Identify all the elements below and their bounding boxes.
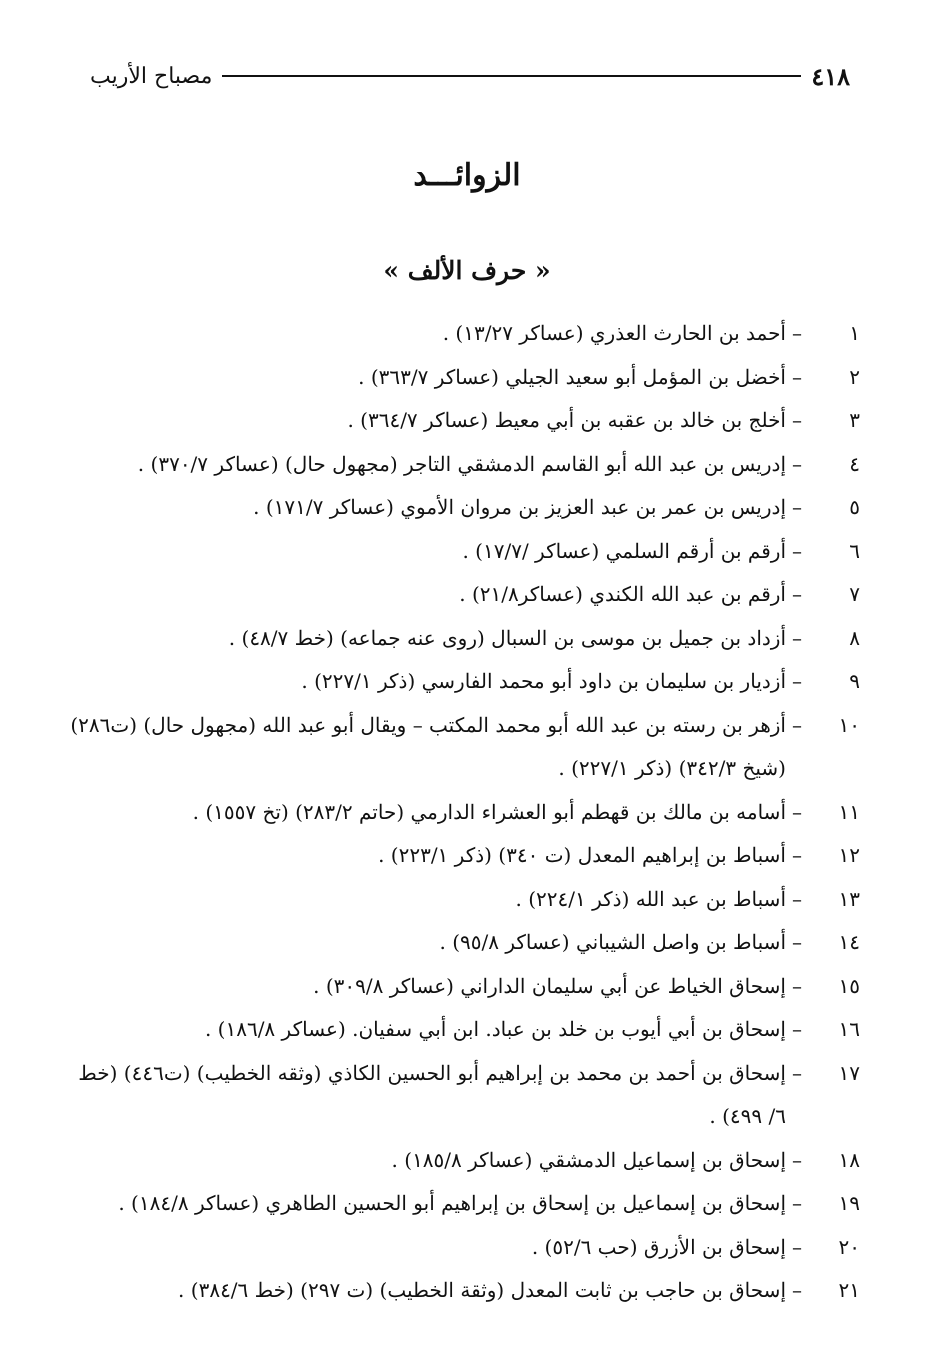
entry-number: ٧ xyxy=(849,582,860,606)
entry-text: أسباط بن إبراهيم المعدل (ت ٣٤٠) (ذكر ٢٢٣/١) . xyxy=(378,843,786,867)
entry-number: ٢١ xyxy=(838,1278,860,1302)
entry-number: ١٧ xyxy=(838,1060,860,1085)
entry-item xyxy=(60,312,860,356)
entry-item xyxy=(60,356,860,400)
entry-item xyxy=(60,834,860,878)
entry-dash: – xyxy=(792,712,802,737)
entry-number: ١٨ xyxy=(838,1147,860,1172)
page-number: ٤١٨ xyxy=(811,61,850,91)
entry-number: ١ xyxy=(849,321,860,345)
section-title: الزوائـــد xyxy=(413,158,521,193)
entry-item xyxy=(60,921,860,965)
entry-text: إسحاق الخياط عن أبي سليمان الداراني (عساكر ٣٠٩/٨) . xyxy=(313,973,786,998)
entry-dash: – xyxy=(792,930,802,954)
subsection-title: « حرف الألف » xyxy=(383,256,551,285)
entry-item xyxy=(60,1052,860,1139)
entry-dash: – xyxy=(792,1147,802,1172)
entry-text: إسحاق بن إسماعيل الدمشقي (عساكر ١٨٥/٨) . xyxy=(391,1147,786,1172)
header-rule xyxy=(222,75,801,77)
entry-number: ١١ xyxy=(838,799,860,824)
entry-number: ١٥ xyxy=(838,973,860,998)
entry-dash: – xyxy=(792,886,802,911)
entry-text: أزديار بن سليمان بن داود أبو محمد الفارسي (ذكر ٢٢٧/١) . xyxy=(301,669,786,693)
entry-dash: – xyxy=(792,1017,802,1041)
entry-item xyxy=(60,1008,860,1052)
entry-number: ١٤ xyxy=(838,930,860,954)
entry-dash: – xyxy=(792,843,802,867)
entry-dash: – xyxy=(792,669,802,693)
entry-item xyxy=(60,530,860,574)
entry-item xyxy=(60,878,860,922)
entry-dash: – xyxy=(792,1278,802,1302)
entry-dash: – xyxy=(792,1060,802,1085)
entry-dash: – xyxy=(792,495,802,519)
entry-text: إسحاق بن حاجب بن ثابت المعدل (وثقة الخطيب) (ت ٢٩٧) (خط ٣٨٤/٦) . xyxy=(178,1278,786,1302)
entry-dash: – xyxy=(792,364,802,389)
entry-number: ١٠ xyxy=(838,712,860,737)
entry-number: ٤ xyxy=(849,451,860,476)
entry-text: إسحاق بن الأزرق (حب ٥٢/٦) . xyxy=(531,1234,786,1259)
entry-text: إدريس بن عبد الله أبو القاسم الدمشقي التاجر (مجهول حال) (عساكر ٣٧٠/٧) . xyxy=(137,451,786,476)
entry-number: ١٢ xyxy=(838,843,860,867)
entry-item xyxy=(60,1139,860,1183)
entry-number: ٣ xyxy=(849,408,860,432)
entry-text: أزهر بن رسته بن عبد الله أبو محمد المكتب – ويقال أبو عبد الله (مجهول حال) (ت٢٨٦) (شيخ ٣٤٢/٣) (ذكر ٢٢٧/١) . xyxy=(70,712,786,780)
entry-item xyxy=(60,399,860,443)
entry-item xyxy=(60,1182,860,1226)
entry-text: أحمد بن الحارث العذري (عساكر ١٣/٢٧) . xyxy=(442,321,786,345)
entry-number: ٢٠ xyxy=(838,1234,860,1259)
entry-item xyxy=(60,1226,860,1270)
entry-dash: – xyxy=(792,321,802,345)
entry-item xyxy=(60,486,860,530)
entry-item xyxy=(60,617,860,661)
entry-item xyxy=(60,965,860,1009)
entry-dash: – xyxy=(792,408,802,432)
entry-item xyxy=(60,573,860,617)
entry-text: إسحاق بن أبي أيوب بن خلد بن عباد. ابن أبي سفيان. (عساكر ١٨٦/٨) . xyxy=(204,1017,786,1041)
entry-number: ٨ xyxy=(849,625,860,650)
entry-text: أخضل بن المؤمل أبو سعيد الجيلي (عساكر ٣٦٣/٧) . xyxy=(358,364,786,389)
entry-text: أرقم بن عبد الله الكندي (عساكر٢١/٨) . xyxy=(459,582,786,606)
entry-item xyxy=(60,660,860,704)
entry-number: ١٣ xyxy=(838,886,860,911)
entry-dash: – xyxy=(792,625,802,650)
entry-dash: – xyxy=(792,1234,802,1259)
entry-number: ٢ xyxy=(849,364,860,389)
entry-text: إسحاق بن أحمد بن محمد بن إبراهيم أبو الحسين الكاذي (وثقه الخطيب) (ت٤٤٦) (خط ٦/ ٤٩٩) . xyxy=(78,1060,786,1128)
entry-dash: – xyxy=(792,538,802,563)
entry-number: ١٩ xyxy=(838,1191,860,1215)
entry-text: أسباط بن واصل الشيباني (عساكر ٩٥/٨) . xyxy=(439,930,786,954)
entry-text: أخلج بن خالد بن عقبه بن أبي معيط (عساكر ٣٦٤/٧) . xyxy=(347,408,786,432)
entry-item xyxy=(60,704,860,791)
entry-number: ١٦ xyxy=(838,1017,860,1041)
entry-dash: – xyxy=(792,1191,802,1215)
running-header xyxy=(90,56,850,96)
entry-item xyxy=(60,443,860,487)
entry-text: أسامه بن مالك بن قهطم أبو العشراء الدارمي (حاتم ٢٨٣/٢) (تخ ١٥٥٧) . xyxy=(192,799,786,824)
entry-number: ٦ xyxy=(849,538,860,563)
entry-item xyxy=(60,791,860,835)
entry-dash: – xyxy=(792,582,802,606)
entry-dash: – xyxy=(792,973,802,998)
entry-number: ٥ xyxy=(849,495,860,519)
entry-text: أسباط بن عبد الله (ذكر ٢٢٤/١) . xyxy=(515,886,786,911)
entry-text: إسحاق بن إسماعيل بن إسحاق بن إبراهيم أبو الحسين الطاهري (عساكر ١٨٤/٨) . xyxy=(118,1191,786,1215)
entry-dash: – xyxy=(792,799,802,824)
book-title: مصباح الأريب xyxy=(90,63,213,89)
entry-number: ٩ xyxy=(849,669,860,693)
entry-dash: – xyxy=(792,451,802,476)
entry-item xyxy=(60,1269,860,1313)
entry-list xyxy=(60,312,860,1313)
entry-text: إدريس بن عمر بن عبد العزيز بن مروان الأموي (عساكر ١٧١/٧) . xyxy=(253,495,786,519)
entry-text: أرقم بن أرقم السلمي (عساكر /١٧/٧) . xyxy=(462,538,786,563)
entry-text: أزداد بن جميل بن موسى بن السبال (روى عنه جماعه) (خط ٤٨/٧) . xyxy=(228,625,786,650)
